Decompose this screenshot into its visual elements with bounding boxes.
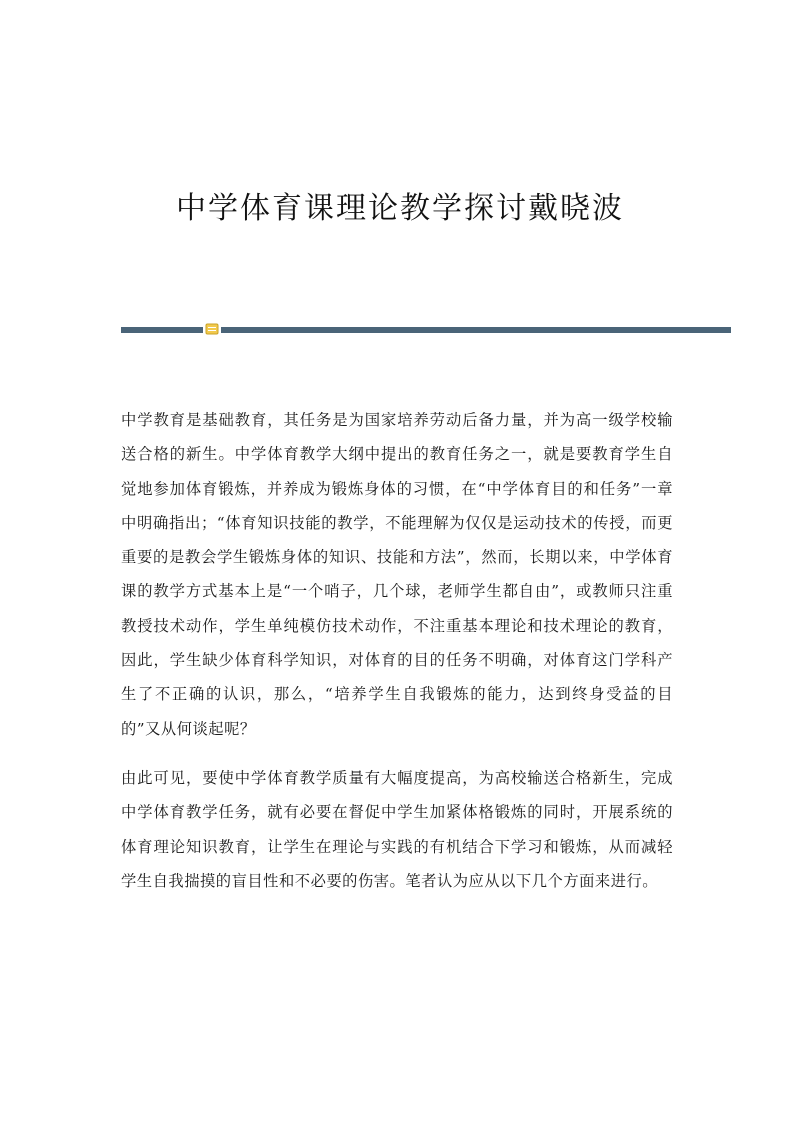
title-divider [121,323,731,335]
body-paragraph-2: 由此可见，要使中学体育教学质量有大幅度提高，为高校输送合格新生，完成中学体育教学任务，就有必要在督促中学生加紧体格锻炼的同时，开展系统的体育理论知识教育，让学生在理论与实践的有机结合下学习和锻炼，从而减轻学生自我揣摸的盲目性和不必要的伤害。笔者认为应从以下几个方面来进行。 [121,768,673,890]
book-icon [205,323,219,335]
document-body [121,403,673,898]
page-title: 中学体育课理论教学探讨戴晓波 [176,191,624,226]
divider-bar-left [121,327,203,333]
divider-bar-right [221,327,731,333]
body-paragraph-1: 中学教育是基础教育，其任务是为国家培养劳动后备力量，并为高一级学校输送合格的新生。中学体育教学大纲中提出的教育任务之一，就是要教育学生自觉地参加体育锻炼，并养成为锻炼身体的习惯，在“中学体育目的和任务”一章中明确指出；“体育知识技能的教学，不能理解为仅仅是运动技术的传授，而更重要的是教会学生锻炼身体的知识、技能和方法”，然而，长期以来，中学体育课的教学方式基本上是“一个哨子，几个球，老师学生都自由”，或教师只注重教授技术动作，学生单纯模仿技术动作，不注重基本理论和技术理论的教育，因此，学生缺少体育科学知识，对体育的目的任务不明确，对体育这门学科产生了不正确的认识，那么，“培养学生自我锻炼的能力，达到终身受益的目的”又从何谈起呢？ [121,411,673,738]
